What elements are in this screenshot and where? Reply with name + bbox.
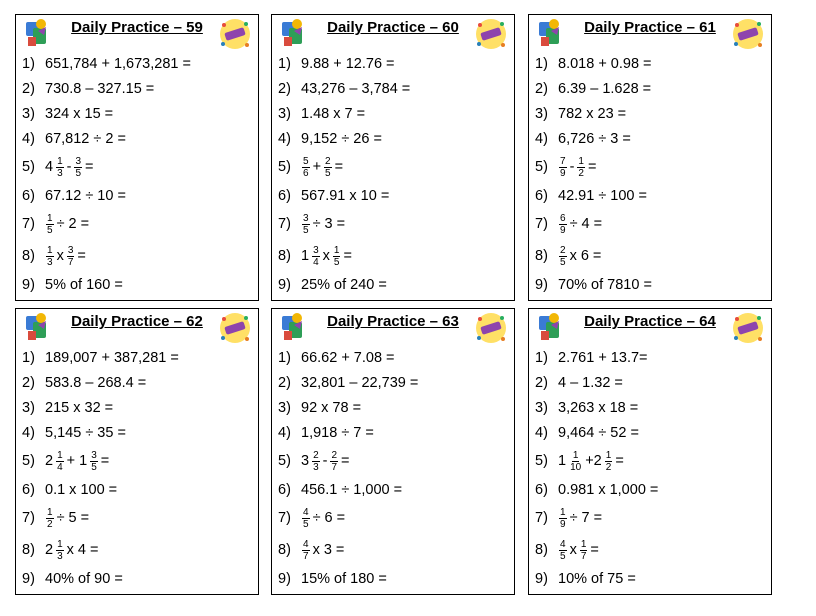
fraction-denominator: 3 (57, 550, 63, 562)
practice-card-64 (528, 308, 772, 595)
question-number: 7) (22, 510, 35, 526)
fraction-denominator: 7 (303, 550, 309, 562)
question-list (22, 345, 254, 591)
question-item (535, 445, 767, 477)
fraction-denominator: 5 (47, 224, 53, 236)
question-item (535, 395, 767, 420)
math-badge-icon (218, 17, 252, 51)
question-text: ÷ 7 = (569, 510, 603, 526)
question-number: 5) (22, 159, 35, 175)
question-text: 1,918 ÷ 7 = (301, 424, 374, 441)
question-text: 66.62 + 7.08 = (301, 349, 395, 366)
card-title: Daily Practice – 64 (584, 313, 716, 330)
question-item (22, 183, 254, 208)
fraction-denominator: 5 (75, 167, 82, 179)
fraction-numerator: 1 (57, 449, 63, 461)
question-text: ÷ 6 = (312, 510, 346, 526)
question-text: 1.48 x 7 = (301, 105, 366, 122)
question-text: + (312, 159, 322, 175)
question-item (22, 76, 254, 101)
question-list (535, 345, 767, 591)
question-item (278, 183, 510, 208)
question-text: 70% of 7810 = (558, 276, 652, 293)
question-list (535, 51, 767, 297)
question-list (278, 345, 510, 591)
question-text: 5,145 ÷ 35 = (45, 424, 126, 441)
fraction (559, 539, 567, 562)
question-number: 8) (22, 248, 35, 264)
question-text: 456.1 ÷ 1,000 = (301, 481, 403, 498)
fraction-numerator: 4 (303, 538, 309, 550)
fraction-denominator: 3 (47, 256, 53, 268)
question-number: 2) (278, 374, 291, 391)
fraction-denominator: 2 (578, 167, 584, 179)
question-text: 3 (301, 453, 310, 469)
question-number: 5) (535, 159, 548, 175)
question-text: = (615, 453, 624, 469)
card-title: Daily Practice – 59 (71, 19, 203, 36)
question-item (535, 208, 767, 240)
question-text: 25% of 240 = (301, 276, 387, 293)
card-title: Daily Practice – 61 (584, 19, 716, 36)
question-item (535, 370, 767, 395)
question-item (22, 370, 254, 395)
question-number: 7) (278, 216, 291, 232)
fraction-denominator: 9 (560, 224, 566, 236)
question-text: 2 (45, 542, 54, 558)
math-badge-icon (731, 17, 765, 51)
question-item (278, 126, 510, 151)
question-number: 1) (535, 55, 548, 72)
question-text: 651,784 + 1,673,281 = (45, 55, 191, 72)
question-item (22, 151, 254, 183)
fraction-denominator: 3 (313, 461, 319, 473)
question-text: = (100, 453, 110, 469)
fraction (90, 450, 98, 473)
question-item (278, 420, 510, 445)
question-number: 3) (22, 399, 35, 416)
question-text: 583.8 – 268.4 = (45, 374, 147, 391)
question-text: - (66, 159, 72, 175)
fraction-numerator: 1 (57, 155, 63, 167)
question-item (22, 534, 254, 566)
question-item (278, 208, 510, 240)
question-number: 4) (22, 130, 35, 147)
fraction-numerator: 1 (560, 506, 566, 518)
question-number: 8) (535, 248, 548, 264)
question-text: 67,812 ÷ 2 = (45, 130, 126, 147)
question-number: 4) (535, 130, 548, 147)
question-item (278, 76, 510, 101)
question-number: 9) (278, 570, 291, 587)
fraction (577, 156, 585, 179)
question-item (278, 395, 510, 420)
math-badge-icon (474, 311, 508, 345)
question-number: 1) (22, 55, 35, 72)
question-number: 1) (278, 55, 291, 72)
question-text: x (569, 542, 577, 558)
question-text: 67.12 ÷ 10 = (45, 187, 126, 204)
fraction-numerator: 2 (560, 244, 566, 256)
question-text: 15% of 180 = (301, 570, 387, 587)
question-item (278, 477, 510, 502)
question-item (22, 208, 254, 240)
question-number: 3) (278, 105, 291, 122)
question-text: x (322, 248, 330, 264)
fraction-denominator: 5 (303, 518, 309, 530)
question-item (22, 502, 254, 534)
question-item (22, 395, 254, 420)
question-text: - (569, 159, 575, 175)
fraction-denominator: 2 (605, 461, 612, 473)
question-number: 7) (278, 510, 291, 526)
fraction (580, 539, 588, 562)
fraction (312, 245, 320, 268)
question-number: 2) (278, 80, 291, 97)
question-number: 6) (22, 187, 35, 204)
question-item (535, 76, 767, 101)
question-list (278, 51, 510, 297)
question-text: 8.018 + 0.98 = (558, 55, 652, 72)
question-number: 6) (278, 187, 291, 204)
question-number: 8) (22, 542, 35, 558)
question-item (22, 345, 254, 370)
question-text: = (334, 159, 344, 175)
math-badge-icon (218, 311, 252, 345)
fraction-denominator: 4 (57, 461, 63, 473)
fraction (559, 213, 567, 236)
fraction (302, 213, 310, 236)
question-number: 6) (278, 481, 291, 498)
question-number: 2) (22, 80, 35, 97)
fraction-denominator: 5 (303, 224, 309, 236)
fraction-numerator: 3 (67, 244, 74, 256)
fraction-denominator: 6 (303, 167, 309, 179)
question-text: ÷ 5 = (56, 510, 90, 526)
question-item (535, 534, 767, 566)
question-text: 40% of 90 = (45, 570, 123, 587)
fraction-denominator: 7 (331, 461, 338, 473)
question-number: 7) (535, 510, 548, 526)
fraction (56, 450, 64, 473)
fraction-denominator: 5 (333, 256, 340, 268)
question-text: x 3 = (312, 542, 345, 558)
question-text: 9,152 ÷ 26 = (301, 130, 382, 147)
fraction (74, 156, 82, 179)
question-text: x (56, 248, 64, 264)
question-text: 4 – 1.32 = (558, 374, 623, 391)
question-item (535, 151, 767, 183)
fraction (302, 156, 310, 179)
fraction (46, 245, 54, 268)
question-number: 6) (535, 187, 548, 204)
fraction-numerator: 2 (331, 449, 338, 461)
question-text: 324 x 15 = (45, 105, 114, 122)
fraction-numerator: 7 (560, 155, 566, 167)
fraction-denominator: 5 (560, 550, 566, 562)
fraction-denominator: 5 (91, 461, 97, 473)
question-number: 7) (22, 216, 35, 232)
fraction (302, 507, 310, 530)
question-number: 3) (278, 399, 291, 416)
fraction-numerator: 1 (47, 244, 53, 256)
question-text: 567.91 x 10 = (301, 187, 390, 204)
question-item (535, 272, 767, 297)
question-text: = (587, 159, 597, 175)
question-text: 730.8 – 327.15 = (45, 80, 155, 97)
question-text: 782 x 23 = (558, 105, 627, 122)
fraction-numerator: 2 (313, 449, 319, 461)
math-badge-icon (474, 17, 508, 51)
fraction-numerator: 1 (333, 244, 340, 256)
fraction-numerator: 1 (580, 538, 587, 550)
fraction (324, 156, 332, 179)
fraction-numerator: 1 (578, 155, 584, 167)
question-text: 3,263 x 18 = (558, 399, 639, 416)
question-item (278, 345, 510, 370)
fraction (559, 156, 567, 179)
question-item (535, 566, 767, 591)
question-text: = (343, 248, 352, 264)
question-item (22, 420, 254, 445)
question-text: 2 (45, 453, 54, 469)
fraction-numerator: 1 (47, 212, 53, 224)
fraction-numerator: 1 (57, 538, 63, 550)
practice-card-63 (271, 308, 515, 595)
question-text: x 6 = (569, 248, 602, 264)
fraction-numerator: 1 (605, 449, 612, 461)
fraction-denominator: 7 (67, 256, 74, 268)
question-number: 5) (22, 453, 35, 469)
question-number: 2) (535, 374, 548, 391)
question-item (535, 240, 767, 272)
question-item (22, 51, 254, 76)
question-text: = (77, 248, 86, 264)
question-item (22, 272, 254, 297)
question-item (278, 370, 510, 395)
fraction-denominator: 3 (57, 167, 63, 179)
question-number: 1) (535, 349, 548, 366)
question-number: 6) (22, 481, 35, 498)
fraction-numerator: 2 (325, 155, 331, 167)
question-text: 6,726 ÷ 3 = (558, 130, 631, 147)
math-badge-icon (731, 311, 765, 345)
question-number: 8) (278, 542, 291, 558)
question-text: ÷ 2 = (56, 216, 90, 232)
fraction-denominator: 4 (313, 256, 319, 268)
question-text: ÷ 4 = (569, 216, 603, 232)
fraction-numerator: 1 (47, 506, 53, 518)
question-text: 1 (558, 453, 567, 469)
card-title: Daily Practice – 60 (327, 19, 459, 36)
question-number: 3) (22, 105, 35, 122)
question-number: 4) (535, 424, 548, 441)
question-text: = (590, 542, 599, 558)
fraction-numerator: 3 (303, 212, 309, 224)
question-number: 3) (535, 399, 548, 416)
question-number: 9) (278, 276, 291, 293)
question-number: 8) (535, 542, 548, 558)
question-text: 6.39 – 1.628 = (558, 80, 652, 97)
fraction (312, 450, 320, 473)
question-text: 189,007 + 387,281 = (45, 349, 179, 366)
fraction (559, 245, 567, 268)
question-text: ÷ 3 = (312, 216, 346, 232)
question-item (535, 345, 767, 370)
question-text: 2.761 + 13.7= (558, 349, 648, 366)
question-text: 43,276 – 3,784 = (301, 80, 411, 97)
question-number: 5) (535, 453, 548, 469)
question-text: + 1 (66, 453, 88, 469)
question-number: 1) (22, 349, 35, 366)
fraction-numerator: 4 (560, 538, 566, 550)
fraction (56, 156, 64, 179)
question-text: 10% of 75 = (558, 570, 636, 587)
question-item (535, 477, 767, 502)
fraction-denominator: 2 (47, 518, 53, 530)
question-item (278, 240, 510, 272)
question-item (278, 445, 510, 477)
question-text: 0.981 x 1,000 = (558, 481, 659, 498)
question-item (22, 240, 254, 272)
fraction-numerator: 3 (75, 155, 82, 167)
question-item (22, 477, 254, 502)
fraction-numerator: 3 (313, 244, 319, 256)
fraction (559, 507, 567, 530)
question-number: 9) (22, 276, 35, 293)
question-text: 0.1 x 100 = (45, 481, 118, 498)
practice-card-60 (271, 14, 515, 301)
question-item (278, 502, 510, 534)
question-item (535, 420, 767, 445)
question-text: 9.88 + 12.76 = (301, 55, 395, 72)
fraction-denominator: 5 (325, 167, 331, 179)
question-item (278, 534, 510, 566)
question-number: 7) (535, 216, 548, 232)
question-number: 6) (535, 481, 548, 498)
question-number: 5) (278, 453, 291, 469)
question-number: 9) (22, 570, 35, 587)
question-text: 1 (301, 248, 310, 264)
fraction (330, 450, 338, 473)
question-number: 4) (278, 424, 291, 441)
question-item (278, 566, 510, 591)
fraction-numerator: 5 (303, 155, 309, 167)
fraction (569, 450, 582, 473)
fraction (333, 245, 341, 268)
question-text: x 4 = (66, 542, 99, 558)
question-text: 42.91 ÷ 100 = (558, 187, 647, 204)
fraction-denominator: 7 (580, 550, 587, 562)
question-number: 5) (278, 159, 291, 175)
question-number: 9) (535, 570, 548, 587)
question-text: 32,801 – 22,739 = (301, 374, 419, 391)
fraction (46, 507, 54, 530)
question-number: 4) (22, 424, 35, 441)
fraction-numerator: 4 (303, 506, 309, 518)
fraction-numerator: 6 (560, 212, 566, 224)
fraction-numerator: 3 (91, 449, 97, 461)
question-text: 4 (45, 159, 54, 175)
question-item (22, 445, 254, 477)
question-number: 1) (278, 349, 291, 366)
question-item (278, 151, 510, 183)
question-number: 9) (535, 276, 548, 293)
fraction (56, 539, 64, 562)
question-text: 215 x 32 = (45, 399, 114, 416)
question-number: 8) (278, 248, 291, 264)
question-text: 9,464 ÷ 52 = (558, 424, 639, 441)
question-number: 4) (278, 130, 291, 147)
question-item (535, 183, 767, 208)
question-item (278, 101, 510, 126)
question-text: 92 x 78 = (301, 399, 362, 416)
question-item (22, 101, 254, 126)
question-list (22, 51, 254, 297)
question-text: +2 (585, 453, 602, 469)
practice-card-59 (15, 14, 259, 301)
fraction-numerator: 1 (572, 449, 579, 461)
question-item (22, 566, 254, 591)
fraction-denominator: 10 (570, 461, 582, 473)
question-number: 2) (535, 80, 548, 97)
fraction (67, 245, 75, 268)
question-text: 5% of 160 = (45, 276, 123, 293)
practice-card-62 (15, 308, 259, 595)
question-item (535, 51, 767, 76)
card-title: Daily Practice – 62 (71, 313, 203, 330)
question-item (278, 51, 510, 76)
question-item (535, 126, 767, 151)
fraction-denominator: 9 (560, 518, 566, 530)
fraction-denominator: 5 (560, 256, 566, 268)
fraction (605, 450, 613, 473)
practice-card-61 (528, 14, 772, 301)
question-item (22, 126, 254, 151)
question-text: = (341, 453, 350, 469)
question-item (278, 272, 510, 297)
fraction (302, 539, 310, 562)
question-number: 3) (535, 105, 548, 122)
fraction-denominator: 9 (560, 167, 566, 179)
question-number: 2) (22, 374, 35, 391)
question-text: - (322, 453, 328, 469)
card-title: Daily Practice – 63 (327, 313, 459, 330)
question-text: = (85, 159, 94, 175)
question-item (535, 101, 767, 126)
question-item (535, 502, 767, 534)
fraction (46, 213, 54, 236)
